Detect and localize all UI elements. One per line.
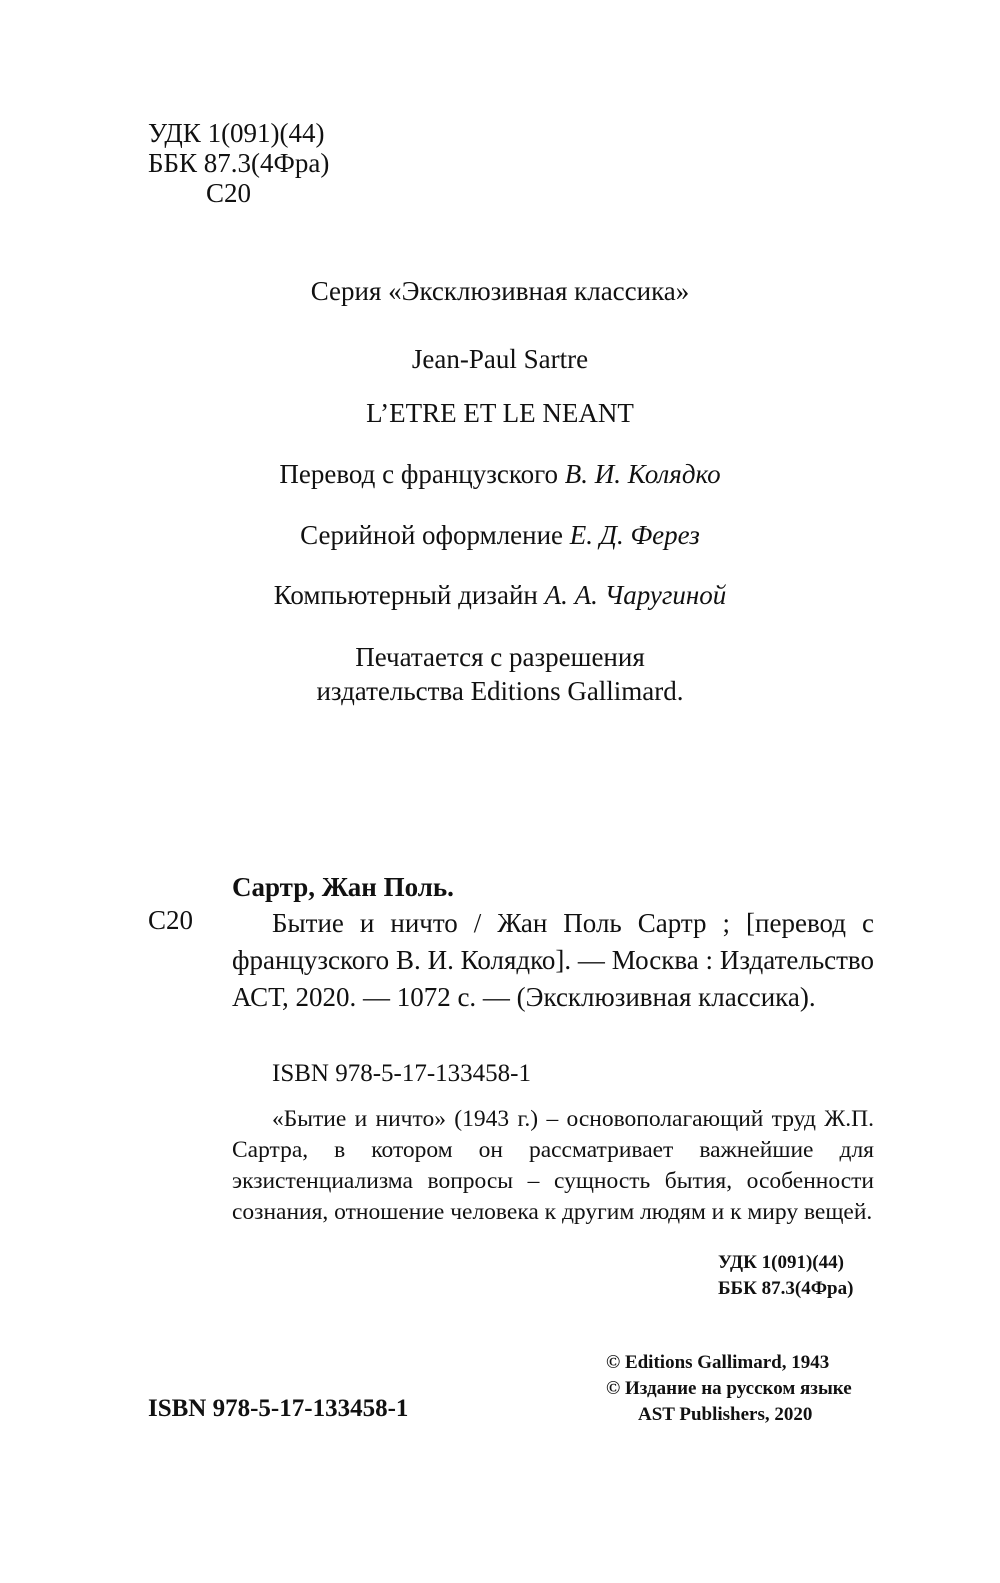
permission-notice bbox=[0, 640, 1000, 708]
publisher-line: AST Publishers, 2020 bbox=[638, 1404, 813, 1425]
original-author: Jean-Paul Sartre bbox=[411, 344, 589, 374]
isbn-main: ISBN 978-5-17-133458-1 bbox=[148, 1395, 409, 1422]
classification-top bbox=[148, 118, 329, 208]
series-designer-name: Е. Д. Ферез bbox=[569, 520, 700, 550]
computer-design-label: Компьютерный дизайн bbox=[273, 580, 538, 610]
series-title: Серия «Эксклюзивная классика» bbox=[310, 276, 690, 306]
permission-line-1: Печатается с разрешения bbox=[355, 642, 645, 672]
bib-isbn: ISBN 978-5-17-133458-1 bbox=[272, 1060, 532, 1087]
bib-author-heading: Сартр, Жан Поль. bbox=[232, 872, 454, 902]
copyright-original: © Editions Gallimard, 1943 bbox=[606, 1352, 830, 1373]
udk-code-bottom: УДК 1(091)(44) bbox=[718, 1252, 844, 1273]
copyright-russian: © Издание на русском языке bbox=[606, 1378, 852, 1399]
copyright-block bbox=[606, 1350, 852, 1428]
series-design-credit bbox=[0, 520, 1000, 551]
bib-author-mark: С20 bbox=[148, 905, 194, 935]
udk-code-top: УДК 1(091)(44) bbox=[148, 118, 325, 148]
bbk-code-bottom: ББК 87.3(4Фра) bbox=[718, 1278, 854, 1299]
translation-credit bbox=[0, 459, 1000, 490]
original-title: L’ETRE ET LE NEANT bbox=[366, 398, 634, 428]
bib-description: Бытие и ничто / Жан Поль Сартр ; [перевод с французского В. И. Колядко]. — Москва : Издательство АСТ, 2020. — 1072 с. — (Эксклюзивная классика). bbox=[232, 908, 874, 1012]
bib-annotation: «Бытие и ничто» (1943 г.) – основополагающий труд Ж.П. Сартра, в котором он рассматривает важнейшие для экзистенциализма вопросы – сущность бытия, особенности сознания, отношение человека к другим людям и к миру вещей. bbox=[232, 1106, 874, 1225]
computer-designer-name: А. А. Чаругиной bbox=[544, 580, 727, 610]
translation-label: Перевод с французского bbox=[279, 459, 559, 489]
permission-line-2: издательства Editions Gallimard. bbox=[316, 676, 684, 706]
classification-bottom bbox=[718, 1250, 853, 1302]
author-mark-top: С20 bbox=[206, 178, 252, 208]
bbk-code-top: ББК 87.3(4Фра) bbox=[148, 148, 330, 178]
translator-name: В. И. Колядко bbox=[564, 459, 721, 489]
series-design-label: Серийной оформление bbox=[300, 520, 564, 550]
computer-design-credit bbox=[0, 580, 1000, 611]
